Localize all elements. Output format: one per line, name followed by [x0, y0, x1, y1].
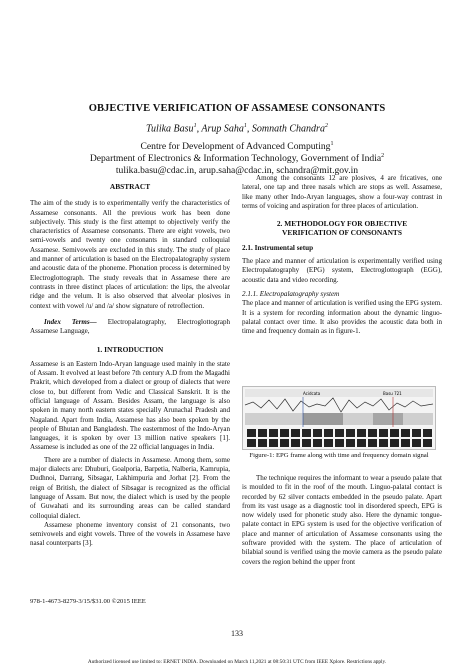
right-paragraph-1: Among the consonants 12 are plosives, 4 are fricatives, one lateral, one tap and three nasals which are stops as well. Assamese, like many other Indo-Aryan languages, show a four-way contrast in terms of voicing and aspiration for three places of articulation. [242, 174, 442, 210]
affiliation-line-2 [0, 153, 474, 164]
right-column-continued [242, 474, 442, 567]
license-notice: Authorized licensed use limited to: ERNET INDIA. Downloaded on March 11,2021 at 08:50:31 UTC from IEEE Xplore. Restrictions apply. [87, 659, 387, 665]
author-sup: 2 [324, 123, 328, 129]
abstract-heading: ABSTRACT [109, 182, 151, 191]
section-2-heading-line-2: VERIFICATION OF CONSONANTS [282, 228, 402, 238]
page-number: 133 [231, 629, 243, 638]
affiliation-2: Department of Electronics & Information Technology, Government of India [89, 153, 382, 165]
author-sup: 1 [243, 123, 247, 129]
paper-title: OBJECTIVE VERIFICATION OF ASSAMESE CONSONANTS [88, 103, 386, 114]
index-terms-label: Index Terms— [44, 317, 97, 326]
abstract-text: The aim of the study is to experimentally verify the characteristics of Assamese consonants. All the previous work has been done subjectively. This study is the first attempt to objectively verify the characteristics of Assamese consonants. There are eight vowels, two semi-vowels and twenty one consonants in standard colloquial Assamese. Semivowels are excluded in this study. The study of place and manner of articulation is based on the Electropalatography system and acoustic data of the phoneme. Phonation process is determined by Electroglottograph. The study reveals that in Assamese there are contrasts in three distinct places of articulation: the lips, the alveolar ridge and the velum. It is also observed that alveolar plosives in context with vowel /u/ and /a/ show signature of retroflection. [30, 199, 230, 310]
epg-technique-paragraph: The technique requires the informant to wear a pseudo palate that is moulded to fit in the roof of the mouth. Linguo-palatal contact is recorded by 62 silver contacts embedded in the pseudo palate. Apart from its vast usage as a diagnostic tool in disordered speech, EPG is now widely used for phonetic study also. Here the dynamic tongue-palate contact in EPG system is used for the objective verification of place and manner of articulation of Assamese consonants using the software provided with the system. The place of articulation of bilabial sound is verified using the movie camera as the pseudo palate covers the region behind the upper front [242, 474, 442, 566]
section-2-1-heading: 2.1. Instrumental setup [242, 243, 314, 252]
intro-paragraph-2: There are a number of dialects in Assamese. Among them, some major dialects are: Dhuburi, Goalporia, Barpetia, Nalberia, Kamrupia, Dudhnoi, Darrang, Sibsagar, Lakhimpuria and Jorhat [2]. From the reign of British, the dialect of Sibsagar is recognized as the official language of Assam. But now, the dialect which is used by the people of Guwahati and its surrounding areas can be called standard colloquial dialect. [30, 455, 230, 520]
index-terms-text: Electropalatography, Electroglottograph Assamese Language, [30, 317, 230, 336]
index-terms [30, 318, 230, 337]
author-sup: 1 [193, 123, 197, 129]
right-column [242, 174, 442, 336]
figure-label-right: Basu 721 [383, 391, 402, 396]
epg-paragraph: The place and manner of articulation is verified using the EPG system. It is a system for recording information about the dynamic linguo-palatal contact over time. It also provides the acoustic data both in time and frequency domain as in figure-1. [242, 299, 442, 336]
copyright-line: 978-1-4673-8279-3/15/$31.00 ©2015 IEEE [30, 598, 146, 605]
section-2-heading-line-1: 2. METHODOLOGY FOR OBJECTIVE [276, 219, 408, 229]
affiliation-1: Centre for Development of Advanced Computing [140, 141, 331, 153]
figure-caption: Figure-1: EPG frame along with time and frequency domain signal [249, 452, 429, 459]
author-name: Tulika Basu [146, 123, 194, 135]
figure-label-left: Acidcata [303, 391, 321, 396]
section-2-heading [242, 219, 442, 238]
author-name: Arup Saha [201, 123, 244, 135]
email-line[interactable]: tulika.basu@cdac.in, arup.saha@cdac.in, schandra@mit.gov.in [115, 165, 359, 176]
introduction-heading: 1. INTRODUCTION [96, 345, 164, 355]
left-column [30, 182, 230, 549]
section-2-1-1-heading: 2.1.1. Electropalatography system [242, 289, 340, 298]
affil-sup-1: 1 [330, 141, 334, 147]
epg-figure-graphic [243, 387, 435, 449]
affiliation-line-1 [0, 141, 474, 152]
epg-figure [242, 386, 436, 450]
author-name: Somnath Chandra [251, 123, 325, 135]
affil-sup-2: 2 [381, 153, 385, 159]
instrumental-setup-paragraph: The place and manner of articulation is experimentally verified using Electropalatography (EPG) system, Electroglottograph (EGG), acoustic data and video recording. [242, 257, 442, 284]
author-list: Tulika Basu$^1$, Arup Saha$^1$, Somnath Chandra$^2$ [146, 123, 328, 135]
intro-paragraph-3: Assamese phoneme inventory consist of 21 consonants, two semivowels and eight vowels. Three of the vowels in Assamese have nasal counterparts [3]. [30, 520, 230, 548]
intro-paragraph-1: Assamese is an Eastern Indo-Aryan language used mainly in the state of Assam. It evolved at least before 7th century A.D from the Magadhi Prakrit, which developed from a dialect or group of dialects that were close to, but different from Vedic and Classical Sanskrit. It is the official language of Assam. Besides Assam, the language is also spoken in many north eastern states specially Arunachal Pradesh and Nagaland. Apart from India, Assamese has also been spoken by the people of Bhutan and Bangladesh. The easternmost of the Indo-Aryan languages, it is spoken by over 13 million native speakers [1]. Assamese is included as one of the 22 official languages in India. [30, 359, 230, 452]
